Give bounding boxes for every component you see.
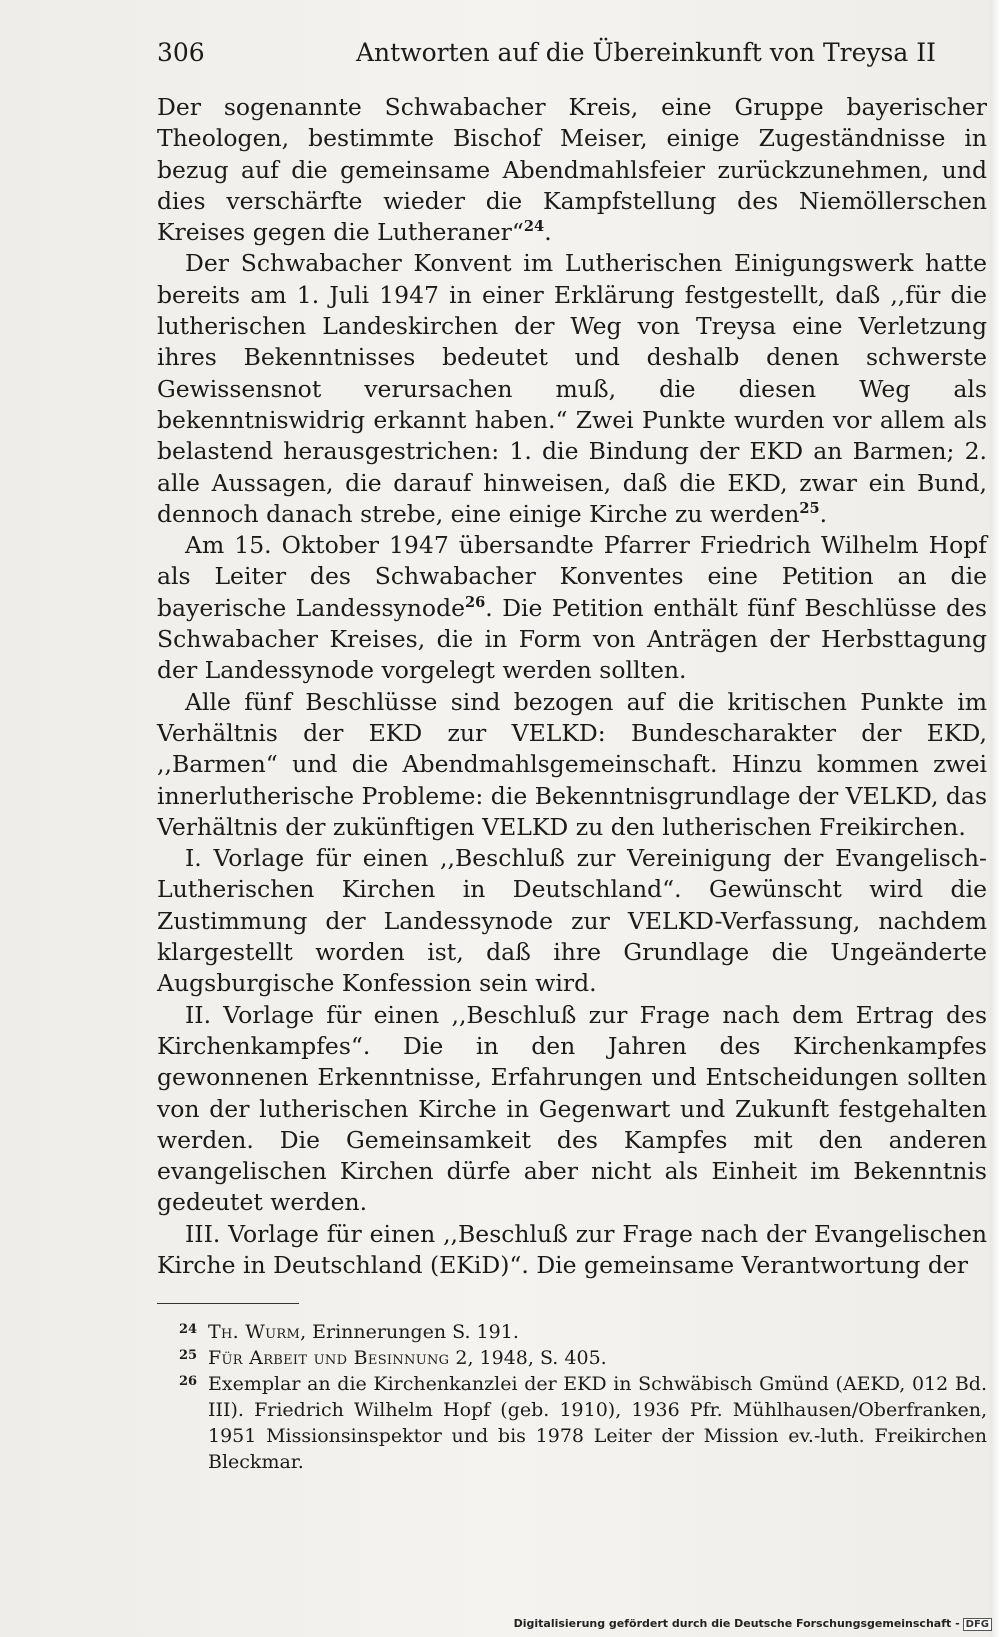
page-number: 306 (157, 38, 205, 67)
running-title: Antworten auf die Übereinkunft von Treysa II (356, 38, 936, 67)
credit-text: Digitalisierung gefördert durch die Deutsche Forschungsgemeinschaft - (513, 1617, 960, 1630)
footnote (157, 1319, 987, 1345)
paragraph: Am 15. Oktober 1947 übersandte Pfarrer Friedrich Wilhelm Hopf als Leiter des Schwabacher Konventes eine Petition an die bayerische Landessynode$^{26}$. Die Petition enthält fünf Beschlüsse des Schwabacher Kreises, die in Form von Anträgen der Herbsttagung der Landessynode vorgelegt werden sollten. (157, 531, 987, 685)
running-header (157, 36, 987, 70)
footnote-divider (157, 1303, 299, 1304)
footnote-number: 24 (179, 1322, 198, 1337)
paragraph: III. Vorlage für einen ,,Beschluß zur Frage nach der Evangelischen Kirche in Deutschland (EKiD)“. Die gemeinsame Verantwortung der (157, 1219, 987, 1279)
footnote-author: Für Arbeit und Besinnung (208, 1347, 450, 1369)
paragraph: Der Schwabacher Konvent im Lutherischen Einigungswerk hatte bereits am 1. Juli 1947 in einer Erklärung festgestellt, daß ,,für die lutherischen Landeskirchen der Weg von Treysa eine Verletzung ihres Bekenntnisses bedeutet und deshalb denen schwerste Gewissensnot verursachen muß, die diesen Weg als bekenntniswidrig erkannt haben.“ Zwei Punkte wurden vor allem als belastend herausgestrichen: 1. die Bindung der EKD an Barmen; 2. alle Aussagen, die darauf hinweisen, daß die EKD, zwar ein Bund, dennoch danach strebe, eine einige Kirche zu werden$^{25}$. (157, 249, 987, 528)
digitization-credit (514, 1617, 992, 1631)
footnote-number: 25 (179, 1348, 198, 1363)
footnotes (157, 1319, 987, 1475)
dfg-logo: DFG (963, 1618, 992, 1631)
footnote (157, 1371, 987, 1475)
paragraph: Der sogenannte Schwabacher Kreis, eine Gruppe bayerischer Theologen, bestimmte Bischof Meiser, einige Zugeständnisse in bezug auf die gemeinsame Abendmahlsfeier zurückzunehmen, und dies verschärfte wieder die Kampfstellung des Niemöllerschen Kreises gegen die Lutheraner“$^{24}$. (157, 93, 987, 247)
footnote-number: 26 (179, 1374, 198, 1389)
footnote-text: , Erinnerungen S. 191. (300, 1321, 519, 1343)
main-text (157, 92, 987, 1281)
footnote-ref[interactable]: 26 (465, 593, 486, 611)
paragraph: II. Vorlage für einen ,,Beschluß zur Frage nach dem Ertrag des Kirchenkampfes“. Die in den Jahren des Kirchenkampfes gewonnenen Erkenntnisse, Erfahrungen und Entscheidungen sollten von der lutherischen Kirche in Gegenwart und Zukunft festgehalten werden. Die Gemeinsamkeit des Kampfes mit den anderen evangelischen Kirchen dürfe aber nicht als Einheit im Bekenntnis gedeutet werden. (157, 1000, 987, 1217)
footnote (157, 1345, 987, 1371)
footnote-text: Exemplar an die Kirchenkanzlei der EKD in Schwäbisch Gmünd (AEKD, 012 Bd. III). Friedrich Wilhelm Hopf (geb. 1910), 1936 Pfr. Mühlhausen/Oberfranken, 1951 Missionsinspektor und bis 1978 Leiter der Mission ev.-luth. Freikirchen Bleckmar. (208, 1373, 987, 1473)
page-edge (990, 0, 1000, 1637)
footnote-ref[interactable]: 25 (799, 500, 820, 518)
paragraph: I. Vorlage für einen ,,Beschluß zur Vereinigung der Evangelisch-Lutherischen Kirchen in Deutschland“. Gewünscht wird die Zustimmung der Landessynode zur VELKD-Verfassung, nachdem klargestellt worden ist, daß ihre Grundlage die Ungeänderte Augsburgische Konfession sein wird. (157, 844, 987, 998)
paragraph: Alle fünf Beschlüsse sind bezogen auf die kritischen Punkte im Verhältnis der EKD zur VELKD: Bundescharakter der EKD, ,,Barmen“ und die Abendmahlsgemeinschaft. Hinzu kommen zwei innerlutherische Probleme: die Bekenntnisgrundlage der VELKD, das Verhältnis der zukünftigen VELKD zu den lutherischen Freikirchen. (157, 687, 988, 841)
footnote-text: 2, 1948, S. 405. (449, 1347, 607, 1369)
footnote-author: Th. Wurm (208, 1321, 301, 1343)
footnote-ref[interactable]: 24 (523, 218, 545, 236)
